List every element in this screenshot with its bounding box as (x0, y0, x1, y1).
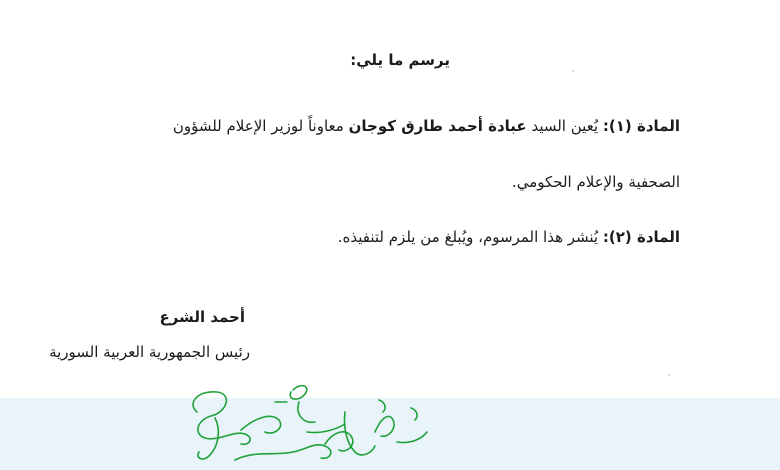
signer-name: أحمد الشرع (159, 308, 245, 326)
signer-title: رئيس الجمهورية العربية السورية (49, 343, 250, 361)
article-2-text: يُنشر هذا المرسوم، ويُبلغ من يلزم لتنفيذه. (337, 228, 599, 246)
article-1-text-before: يُعين السيد (531, 117, 599, 135)
scan-speck (668, 374, 670, 376)
article-2-label: المادة (٢): (602, 228, 680, 246)
handwritten-signature (175, 372, 445, 470)
decree-heading: يرسم ما يلي: (350, 51, 450, 69)
article-1-line-1 (173, 116, 680, 136)
article-1-text-after: معاوناً لوزير الإعلام للشؤون (172, 117, 344, 135)
scan-speck (572, 70, 574, 72)
article-2-line (338, 227, 680, 247)
article-1-label: المادة (١): (602, 117, 680, 135)
article-1-line-2: الصحفية والإعلام الحكومي. (511, 173, 680, 191)
appointee-name: عبادة أحمد طارق كوجان (348, 117, 527, 135)
